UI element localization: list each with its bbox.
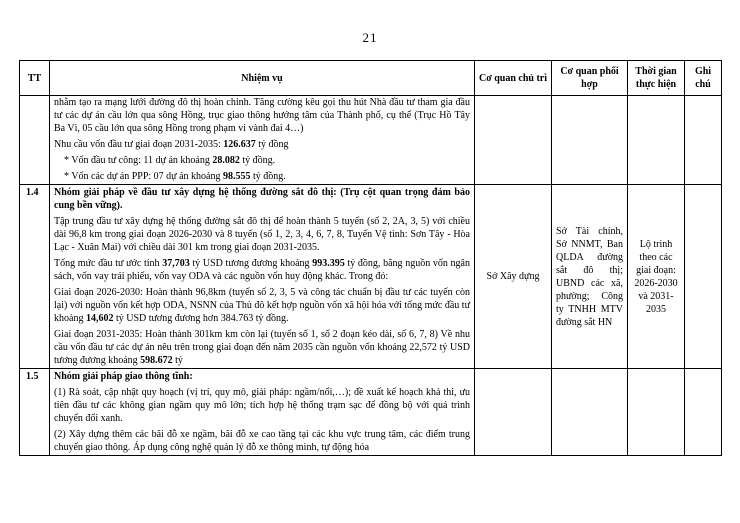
header-lead-agency: Cơ quan chủ trì <box>475 61 552 96</box>
table-row <box>20 369 722 456</box>
task-cell <box>50 369 475 456</box>
task-paragraph: Nhu cầu vốn đầu tư giai đoạn 2031-2035: 126.637 tỷ đồng <box>54 139 289 150</box>
coordinating-agency-cell <box>552 96 628 185</box>
task-paragraph: (2) Xây dựng thêm các bãi đỗ xe ngầm, bãi đỗ xe cao tầng tại các khu vực trung tâm, các điểm trung chuyển giao thông. Áp dụng công nghệ quản lý đỗ xe thông minh, tự động hóa <box>54 429 470 453</box>
task-paragraph: * Vốn các dự án PPP: 07 dự án khoảng 98.555 tỷ đồng. <box>64 171 286 182</box>
header-implementation-time: Thời gian thực hiện <box>628 61 685 96</box>
amount: 98.555 <box>222 171 251 182</box>
coordinating-agency-cell: Sở Tài chính, Sở NNMT, Ban QLDA đường sắt đô thị; UBND các xã, phường; Công ty TNHH MTV đường sắt HN <box>552 185 628 369</box>
table-row <box>20 96 722 185</box>
lead-agency-cell: Sở Xây dựng <box>475 185 552 369</box>
header-coordinating-agency: Cơ quan phối hợp <box>552 61 628 96</box>
task-paragraph: nhằm tạo ra mạng lưới đường đô thị hoàn chỉnh. Tăng cường kêu gọi thu hút Nhà đầu tư tham gia đầu tư các dự án cầu lớn qua sông Hồng, trục giao thông hướng tâm của Thành phố, cụ thể (Trục Hồ Tây Ba Vì, 05 cầu lớn qua sông Hồng trong phạm vi vành đai 4…) <box>54 97 470 134</box>
page-number: 21 <box>362 30 378 45</box>
task-paragraph: (1) Rà soát, cập nhật quy hoạch (vị trí, quy mô, giải pháp: ngầm/nổi,…); đề xuất kế hoạch khả thi, ưu tiên đầu tư các không gian ngầm quy mô lớn; tích hợp hệ thống trạm sạc để đồng bộ với quá trình chuyển đổi xanh. <box>54 387 470 424</box>
amount: 598.672 <box>140 355 173 366</box>
tt-cell: 1.5 <box>20 369 50 456</box>
table-row <box>20 185 722 369</box>
amount: 28.082 <box>212 155 240 166</box>
lead-agency-cell <box>475 96 552 185</box>
task-paragraph: Tổng mức đầu tư ước tính 37,703 tỷ USD tương đương khoảng 993.395 tỷ đồng, bằng nguồn vốn ngân sách, vốn vay trái phiếu, vốn vay ODA và các nguồn vốn huy động khác. Trong đó: <box>54 258 470 282</box>
task-paragraph: Giai đoạn 2031-2035: Hoàn thành 301km km còn lại (tuyến số 1, số 2 đoạn kéo dài, số 6, 7, 8) Về nhu cầu vốn đầu tư các dự án nêu trên trong giai đoạn đến năm 2035 cần nguồn vốn khoảng 22,572 tỷ USD tương đương khoảng 598.672 tỷ <box>54 329 470 366</box>
header-tt: TT <box>20 61 50 96</box>
task-paragraph: Tập trung đầu tư xây dựng hệ thống đường sắt đô thị để hoàn thành 5 tuyến (số 2, 2A, 3, 5) với chiều dài 96,8 km trong giai đoạn 2026-2030 và 8 tuyến (số 1, 2, 3, 4, 6, 7, 8, Tuyến Vệ tinh: Sơn Tây - Hòa Lạc - Xuân Mai) với chiều dài 301 km trong giai đoạn 2031-2035. <box>54 216 470 253</box>
task-cell <box>50 96 475 185</box>
amount: 14,602 <box>85 313 114 324</box>
amount: 37,703 <box>162 258 190 269</box>
tt-cell: 1.4 <box>20 185 50 369</box>
tt-cell <box>20 96 50 185</box>
section-title: Nhóm giải pháp về đầu tư xây dựng hệ thống đường sắt đô thị: (Trụ cột quan trọng đảm bảo cung bền vững). <box>54 187 470 211</box>
table-header-row <box>20 61 722 96</box>
task-paragraph: Giai đoạn 2026-2030: Hoàn thành 96,8km (tuyến số 2, 3, 5 và công tác chuẩn bị đầu tư các tuyến còn lại) với nguồn vốn kết hợp ODA, NSNN của Thủ đô kết hợp nguồn vốn xã hội hóa với tổng mức đầu tư khoảng 14,602 tỷ USD tương đương hơn 384.763 tỷ đồng. <box>54 287 470 324</box>
time-cell: Lộ trình theo các giai đoạn: 2026-2030 và 2031-2035 <box>628 185 685 369</box>
note-cell <box>685 185 722 369</box>
coordinating-agency-cell <box>552 369 628 456</box>
task-cell <box>50 185 475 369</box>
time-cell <box>628 369 685 456</box>
note-cell <box>685 96 722 185</box>
task-paragraph: * Vốn đầu tư công: 11 dự án khoảng 28.082 tỷ đồng. <box>64 155 276 166</box>
note-cell <box>685 369 722 456</box>
header-note: Ghi chú <box>685 61 722 96</box>
amount: 993.395 <box>312 258 345 269</box>
time-cell <box>628 96 685 185</box>
header-task: Nhiệm vụ <box>50 61 475 96</box>
lead-agency-cell <box>475 369 552 456</box>
task-table <box>19 60 722 456</box>
section-title: Nhóm giải pháp giao thông tĩnh: <box>54 371 193 382</box>
amount: 126.637 <box>223 139 256 150</box>
